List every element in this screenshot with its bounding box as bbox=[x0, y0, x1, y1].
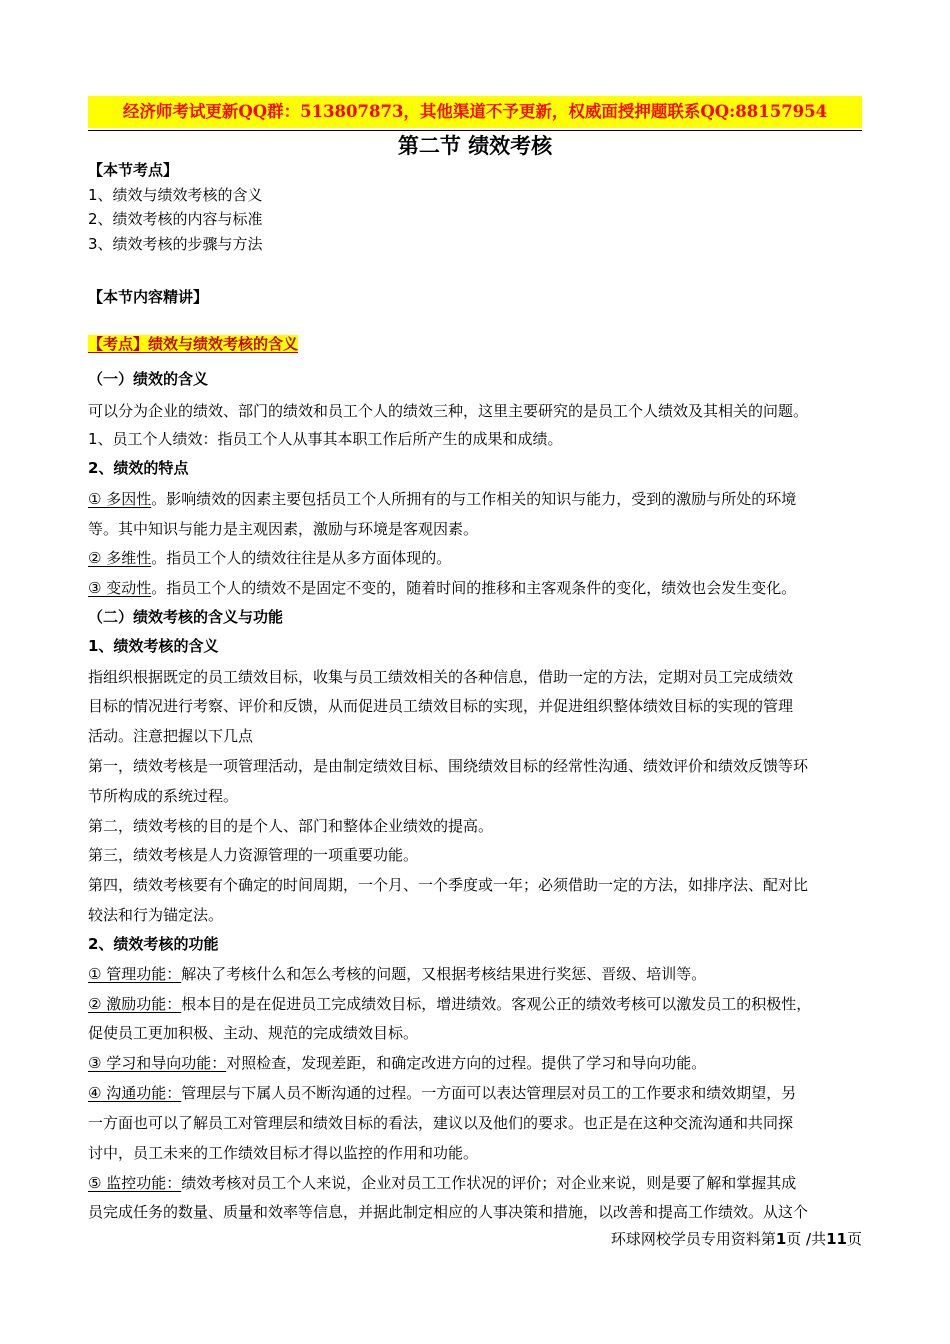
topic-text: 【考点】绩效与绩效考核的含义 bbox=[88, 335, 299, 353]
paragraph: 1、员工个人绩效：指员工个人从事其本职工作后所产生的成果和成绩。 bbox=[88, 430, 563, 448]
function-text: 管理层与下属人员不断沟通的过程。一方面可以表达管理层对员工的工作要求和绩效期望，另 bbox=[181, 1084, 797, 1102]
footer-suffix: 页 bbox=[846, 1230, 862, 1248]
feature-item bbox=[88, 489, 868, 509]
function-label: ② 激励功能： bbox=[88, 995, 182, 1013]
feature-label: ② 多维性 bbox=[88, 549, 152, 567]
footer-mid: 页 /共 bbox=[786, 1230, 827, 1248]
feature-text: 。指员工个人的绩效不是固定不变的，随着时间的推移和主客观条件的变化，绩效也会发生变化。 bbox=[151, 579, 797, 597]
paragraph: 可以分为企业的绩效、部门的绩效和员工个人的绩效三种，这里主要研究的是员工个人绩效及其相关的问题。 bbox=[88, 402, 809, 420]
footer-prefix: 环球网校学员专用资料第 bbox=[610, 1230, 776, 1248]
section-title: 第二节 绩效考核 bbox=[397, 133, 553, 158]
feature-label: ① 多因性 bbox=[88, 490, 152, 508]
function-label: ④ 沟通功能： bbox=[88, 1084, 182, 1102]
paragraph: 指组织根据既定的员工绩效目标，收集与员工绩效相关的各种信息，借助一定的方法，定期对员工完成绩效 bbox=[88, 668, 794, 686]
page-footer bbox=[560, 1229, 862, 1249]
paragraph: 促使员工更加积极、主动、规范的完成绩效目标。 bbox=[88, 1024, 419, 1042]
points-heading: 【本节考点】 bbox=[88, 161, 179, 179]
topic-heading bbox=[88, 334, 868, 354]
paragraph: 较法和行为锚定法。 bbox=[88, 906, 224, 924]
function-text: 对照检查，发现差距，和确定改进方向的过程。提供了学习和导向功能。 bbox=[226, 1054, 707, 1072]
paragraph: 第一，绩效考核是一项管理活动，是由制定绩效目标、围绕绩效目标的经常性沟通、绩效评价和绩效反馈等环 bbox=[88, 757, 809, 775]
function-label: ① 管理功能： bbox=[88, 965, 182, 983]
function-item bbox=[88, 964, 868, 984]
function-text: 解决了考核什么和怎么考核的问题，又根据考核结果进行奖惩、晋级、培训等。 bbox=[181, 965, 707, 983]
subsection-heading-1: （一）绩效的含义 bbox=[88, 370, 209, 388]
paragraph: 节所构成的系统过程。 bbox=[88, 787, 239, 805]
subheading: 1、绩效考核的含义 bbox=[88, 637, 219, 655]
function-item bbox=[88, 994, 868, 1014]
paragraph: 第四，绩效考核要有个确定的时间周期，一个月、一个季度或一年；必须借助一定的方法，如排序法、配对比 bbox=[88, 876, 809, 894]
function-item bbox=[88, 1173, 868, 1193]
footer-page-number: 1 bbox=[775, 1230, 787, 1248]
point-item: 1、绩效与绩效考核的含义 bbox=[88, 186, 263, 204]
subheading: 2、绩效的特点 bbox=[88, 459, 189, 477]
subsection-heading-2: （二）绩效考核的含义与功能 bbox=[88, 608, 284, 626]
paragraph: 目标的情况进行考察、评价和反馈，从而促进员工绩效目标的实现，并促进组织整体绩效目标的实现的管理 bbox=[88, 697, 794, 715]
feature-item bbox=[88, 548, 868, 568]
paragraph: 讨中，员工未来的工作绩效目标才得以监控的作用和功能。 bbox=[88, 1144, 479, 1162]
point-item: 3、绩效考核的步骤与方法 bbox=[88, 235, 263, 253]
function-label: ③ 学习和导向功能： bbox=[88, 1054, 227, 1072]
subheading: 2、绩效考核的功能 bbox=[88, 935, 219, 953]
feature-label: ③ 变动性 bbox=[88, 579, 152, 597]
paragraph: 等。其中知识与能力是主观因素，激励与环境是客观因素。 bbox=[88, 520, 479, 538]
function-item bbox=[88, 1053, 868, 1073]
paragraph: 一方面也可以了解员工对管理层和绩效目标的看法，建议以及他们的要求。也正是在这种交流沟通和共同探 bbox=[88, 1114, 794, 1132]
paragraph: 活动。注意把握以下几点 bbox=[88, 727, 254, 745]
qq-group-banner: 经济师考试更新QQ群：513807873，其他渠道不予更新，权威面授押题联系QQ:88157954 bbox=[88, 96, 862, 128]
function-text: 根本目的是在促进员工完成绩效目标，增进绩效。客观公正的绩效考核可以激发员工的积极性， bbox=[181, 995, 812, 1013]
point-item: 2、绩效考核的内容与标准 bbox=[88, 210, 263, 228]
function-item bbox=[88, 1083, 868, 1103]
feature-item bbox=[88, 578, 868, 598]
function-text: 绩效考核对员工个人来说，企业对员工工作状况的评价；对企业来说，则是要了解和掌握其成 bbox=[181, 1174, 797, 1192]
paragraph: 第二，绩效考核的目的是个人、部门和整体企业绩效的提高。 bbox=[88, 817, 494, 835]
footer-total-pages: 11 bbox=[826, 1230, 847, 1248]
content-heading: 【本节内容精讲】 bbox=[88, 288, 209, 306]
paragraph: 员完成任务的数量、质量和效率等信息，并据此制定相应的人事决策和措施，以改善和提高工作绩效。从这个 bbox=[88, 1203, 809, 1221]
feature-text: 。指员工个人的绩效往往是从多方面体现的。 bbox=[151, 549, 452, 567]
feature-text: 。影响绩效的因素主要包括员工个人所拥有的与工作相关的知识与能力，受到的激励与所处的环境 bbox=[151, 490, 797, 508]
function-label: ⑤ 监控功能： bbox=[88, 1174, 182, 1192]
paragraph: 第三，绩效考核是人力资源管理的一项重要功能。 bbox=[88, 846, 419, 864]
